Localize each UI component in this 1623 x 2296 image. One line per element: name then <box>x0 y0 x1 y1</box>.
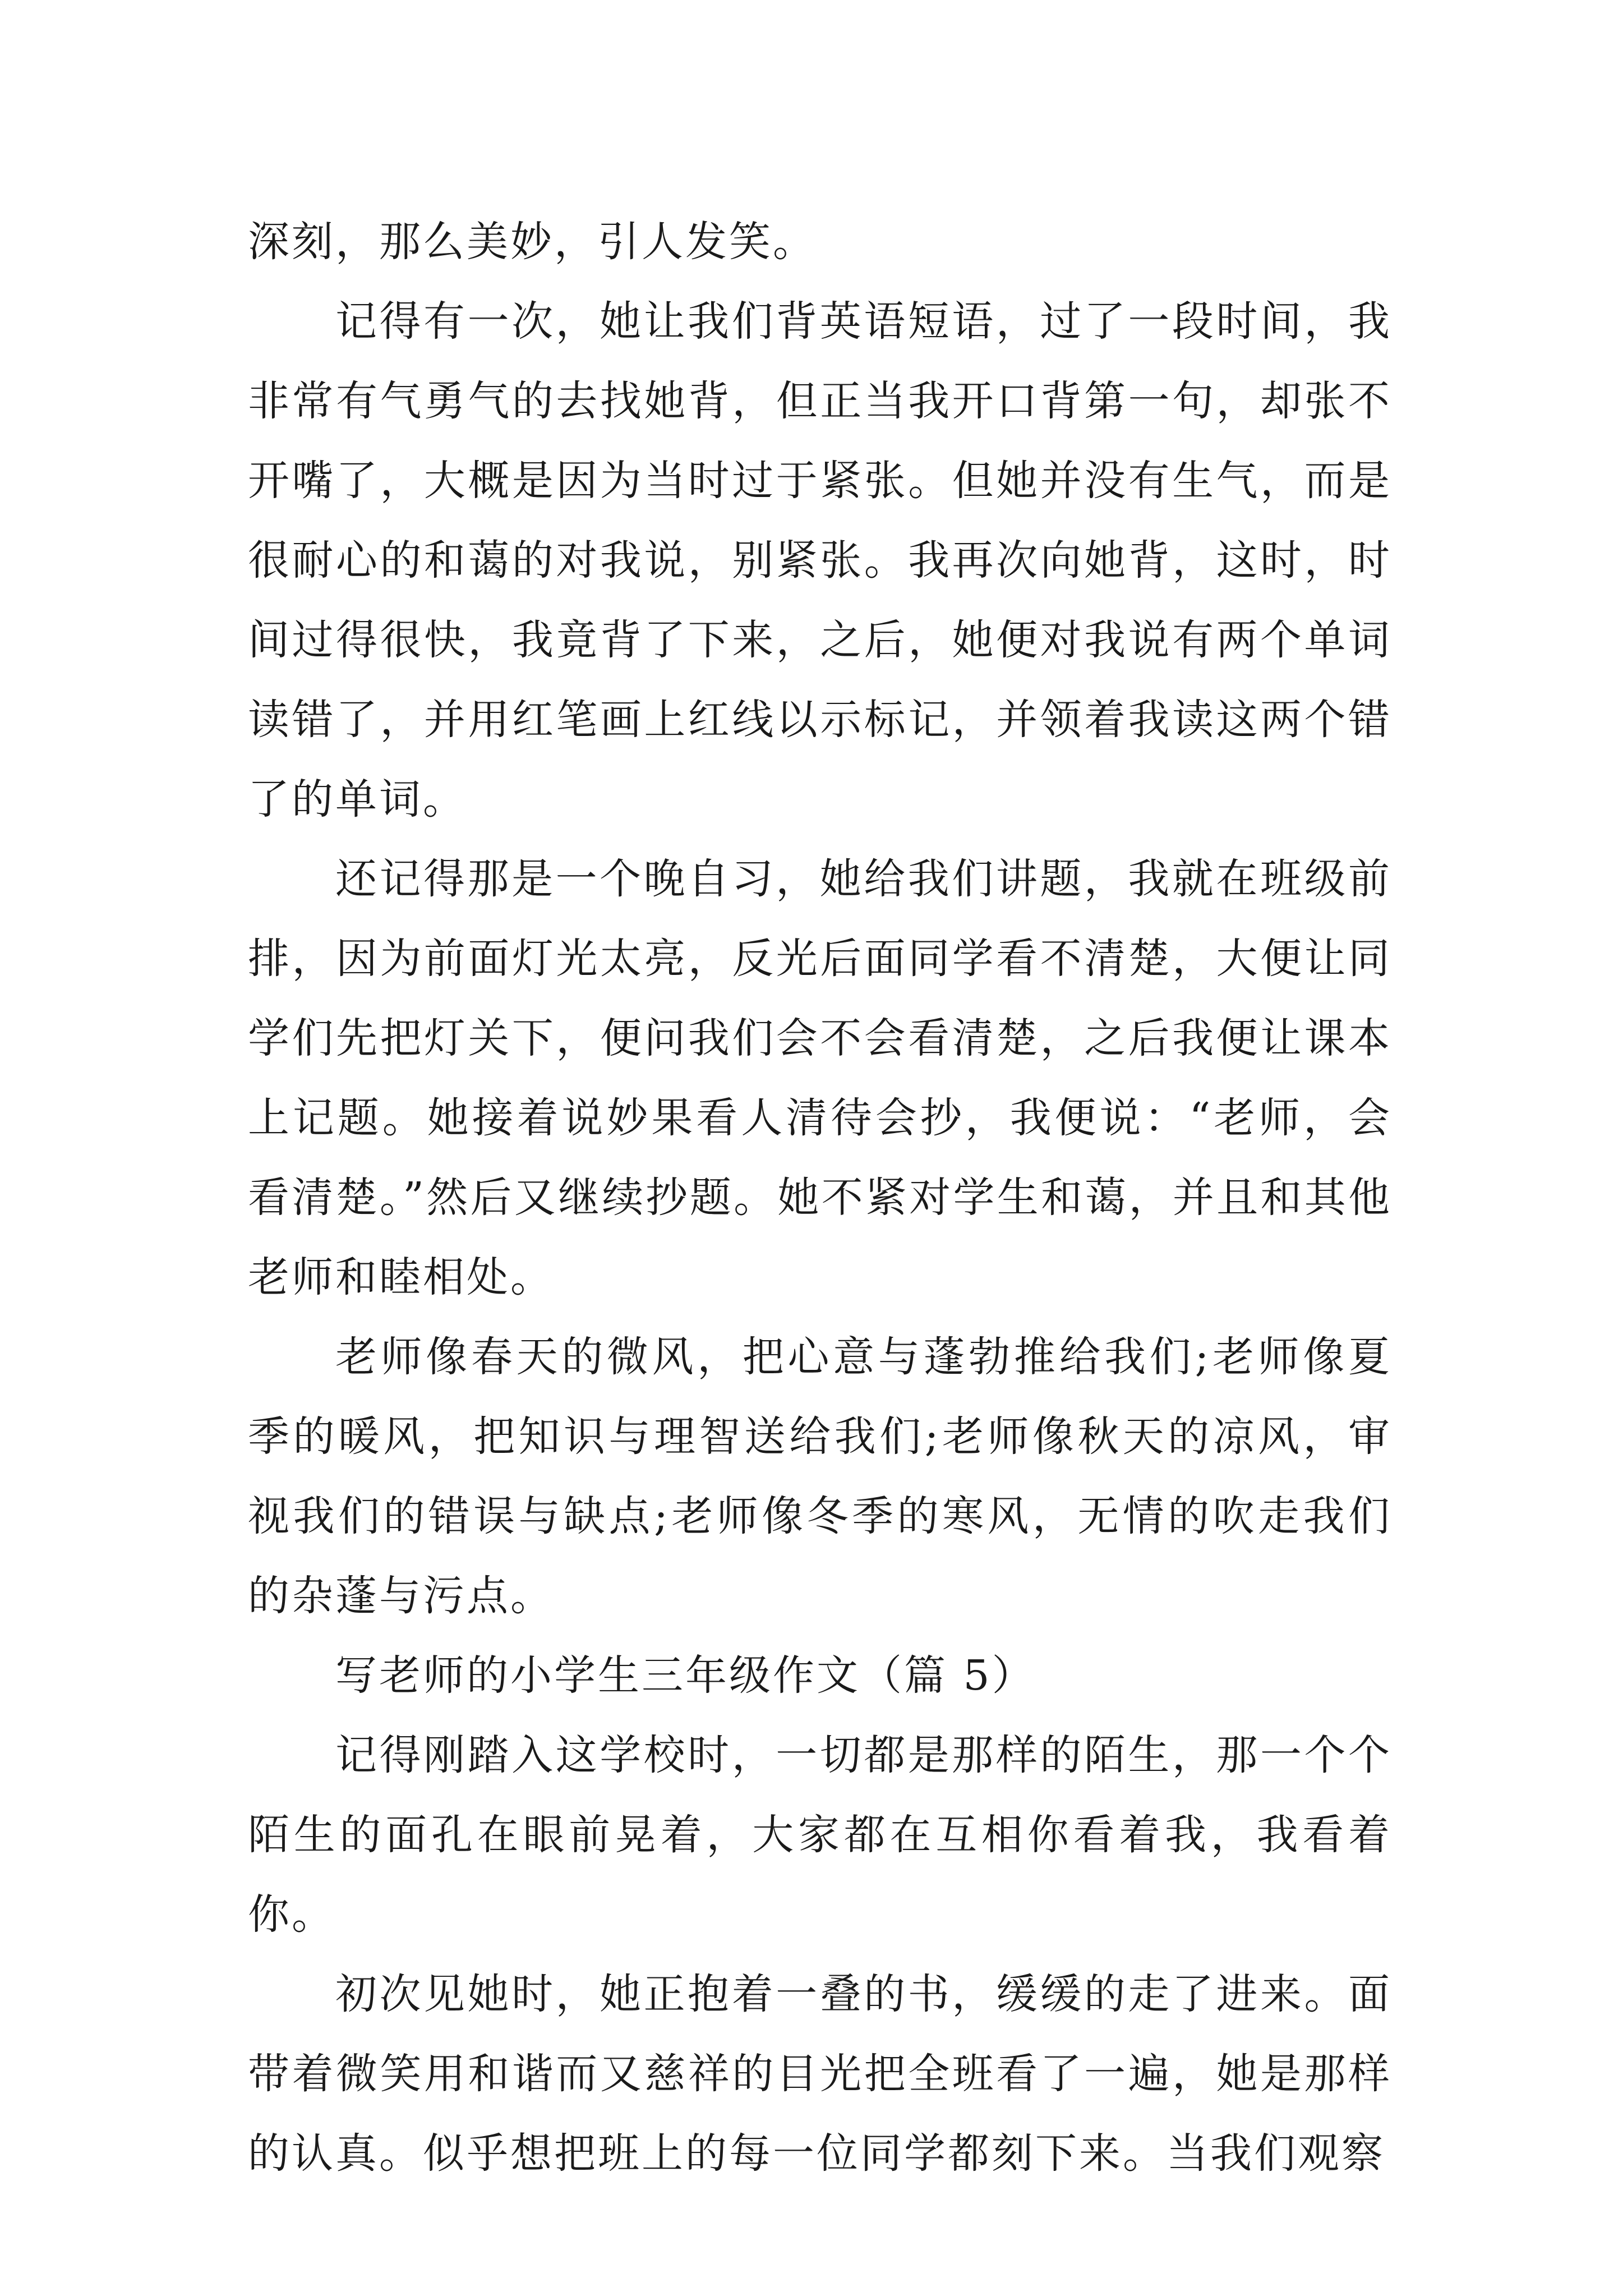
paragraph-2: 记得有一次，她让我们背英语短语，过了一段时间，我非常有气勇气的去找她背，但正当我开口背第一句，却张不开嘴了，大概是因为当时过于紧张。但她并没有生气，而是很耐心的和蔼的对我说，别紧张。我再次向她背，这时，时间过得很快，我竟背了下来，之后，她便对我说有两个单词读错了，并用红笔画上红线以示标记，并领着我读这两个错了的单词。 <box>248 297 1392 823</box>
document-body <box>248 202 1392 2193</box>
paragraph-6: 初次见她时，她正抱着一叠的书，缓缓的走了进来。面带着微笑用和谐而又慈祥的目光把全班看了一遍，她是那样的认真。似乎想把班上的每一位同学都刻下来。当我们观察 <box>248 1970 1392 2178</box>
paragraph-5: 记得刚踏入这学校时，一切都是那样的陌生，那一个个陌生的面孔在眼前晃着，大家都在互相你看着我，我看着你。 <box>248 1731 1392 1939</box>
paragraph-3: 还记得那是一个晚自习，她给我们讲题，我就在班级前排，因为前面灯光太亮，反光后面同学看不清楚，大便让同学们先把灯关下，便问我们会不会看清楚，之后我便让课本上记题。她接着说妙果看人清待会抄，我便说：“老师，会看清楚。”然后又继续抄题。她不紧对学生和蔼，并且和其他老师和睦相处。 <box>248 855 1392 1301</box>
paragraph-4: 老师像春天的微风，把心意与蓬勃推给我们;老师像夏季的暖风，把知识与理智送给我们;老师像秋天的凉风，审视我们的错误与缺点;老师像冬季的寒风，无情的吹走我们的杂蓬与污点。 <box>248 1333 1392 1620</box>
paragraph-1: 深刻，那么美妙，引人发笑。 <box>248 218 817 266</box>
section-heading: 写老师的小学生三年级作文（篇 5） <box>335 1651 1036 1700</box>
